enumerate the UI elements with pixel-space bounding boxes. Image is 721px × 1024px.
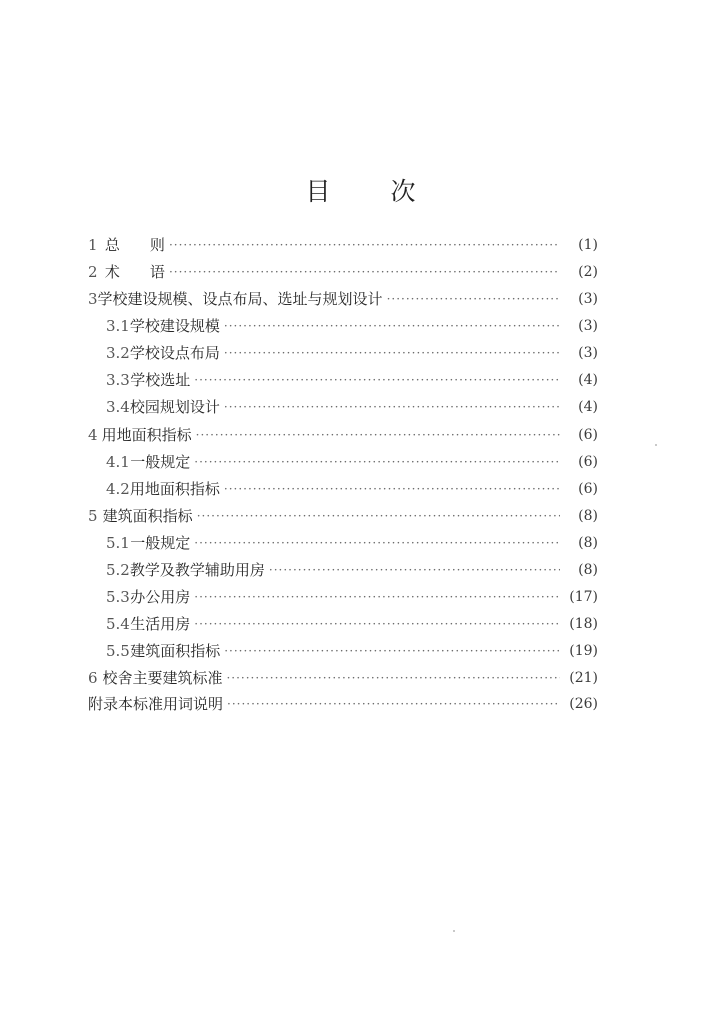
toc-leader-dots: [194, 450, 560, 474]
toc-entry-label: 生活用房: [130, 615, 191, 633]
toc-entry-label: 术 语: [104, 263, 165, 281]
toc-entry-number: 6: [88, 669, 98, 687]
toc-entry-number: 2: [88, 263, 98, 281]
toc-entry-label: 学校建设规模、设点布局、选址与规划设计: [97, 290, 383, 308]
toc-leader-dots: [227, 692, 560, 716]
toc-entry: [88, 423, 598, 447]
toc-entry: [106, 368, 598, 392]
toc-leader-dots: [197, 504, 560, 528]
toc-entry-label: 学校设点布局: [129, 344, 220, 362]
toc-leader-dots: [224, 314, 560, 338]
toc-entry-label: 校园规划设计: [129, 398, 220, 416]
toc-entry-page: (3): [578, 291, 598, 307]
toc-entry-number: 5.2: [106, 561, 130, 579]
toc-entry: [106, 477, 598, 501]
toc-entry-label: 用地面积指标: [129, 480, 220, 498]
scan-speck: [655, 444, 657, 446]
toc-entry-number: 3.2: [106, 344, 130, 362]
toc-leader-dots: [224, 395, 560, 419]
toc-entry: [88, 504, 598, 528]
toc-entry-page: (19): [569, 643, 598, 659]
toc-leader-dots: [224, 477, 560, 501]
toc-entry-label: 建筑面积指标: [130, 642, 221, 660]
toc-entry-number: 5.4: [106, 615, 130, 633]
toc-leader-dots: [194, 585, 560, 609]
page-title: 目 次: [305, 177, 442, 206]
toc-entry-label: 教学及教学辅助用房: [129, 561, 265, 579]
toc-entry-label: 建筑面积指标: [102, 507, 193, 525]
toc-entry-number: 3.3: [106, 371, 130, 389]
toc-entry: [88, 233, 598, 257]
toc-entry-label: 学校选址: [130, 371, 191, 389]
toc-leader-dots: [387, 287, 560, 311]
toc-entry-number: 4: [88, 426, 98, 444]
scan-speck: [453, 930, 455, 932]
toc-entry-page: (1): [578, 237, 598, 253]
toc-entry-number: 5.1: [106, 534, 130, 552]
toc-entry-number: 4.2: [106, 480, 130, 498]
toc-entry-page: (21): [569, 670, 598, 686]
toc-entry-label: 一般规定: [130, 453, 191, 471]
toc-entry: [106, 341, 598, 365]
toc-entry-page: (6): [578, 481, 598, 497]
toc-leader-dots: [169, 233, 560, 257]
toc-entry-page: (3): [578, 318, 598, 334]
toc-entry-page: (6): [578, 427, 598, 443]
toc-leader-dots: [194, 531, 560, 555]
toc-leader-dots: [224, 639, 560, 663]
toc-entry: [106, 639, 598, 663]
toc-entry-label: 用地面积指标: [101, 426, 192, 444]
toc-leader-dots: [226, 666, 560, 690]
toc-entry-number: 5: [88, 507, 98, 525]
toc-entry-label: 学校建设规模: [129, 317, 220, 335]
toc-leader-dots: [269, 558, 560, 582]
toc-entry-page: (17): [569, 589, 598, 605]
toc-entry-page: (8): [578, 508, 598, 524]
toc-entry-page: (8): [578, 562, 598, 578]
toc-entry: [88, 692, 598, 716]
toc-entry-number: 3.4: [106, 398, 130, 416]
toc-leader-dots: [194, 612, 560, 636]
toc-entry-number: 5.3: [106, 588, 130, 606]
toc-entry-number: 3.1: [106, 317, 130, 335]
toc-entry: [106, 585, 598, 609]
toc-entry-page: (18): [569, 616, 598, 632]
toc-leader-dots: [224, 341, 560, 365]
toc-leader-dots: [194, 368, 560, 392]
toc-entry-page: (3): [578, 345, 598, 361]
toc-entry-page: (2): [578, 264, 598, 280]
toc-entry: [106, 395, 598, 419]
toc-entry-label: 本标准用词说明: [118, 695, 224, 713]
toc-entry: [88, 287, 598, 311]
toc-entry-number: 3: [88, 290, 98, 308]
toc-leader-dots: [196, 423, 560, 447]
toc-entry: [106, 558, 598, 582]
toc-entry-page: (4): [578, 399, 598, 415]
toc-entry: [106, 531, 598, 555]
toc-entry-label: 一般规定: [130, 534, 191, 552]
toc-entry: [106, 314, 598, 338]
toc-entry-page: (6): [578, 454, 598, 470]
toc-entry-number: 4.1: [106, 453, 130, 471]
toc-entry-number: 附录: [88, 695, 119, 713]
toc-entry-page: (8): [578, 535, 598, 551]
toc-entry-label: 办公用房: [130, 588, 191, 606]
toc-entry-label: 总 则: [104, 236, 165, 254]
toc-entry-label: 校舍主要建筑标准: [102, 669, 223, 687]
toc-leader-dots: [169, 260, 560, 284]
toc-entry: [106, 450, 598, 474]
toc-entry: [106, 612, 598, 636]
toc-entry-number: 1: [88, 236, 98, 254]
toc-entry-page: (26): [569, 696, 598, 712]
toc-entry: [88, 260, 598, 284]
toc-entry-number: 5.5: [106, 642, 130, 660]
toc-entry-page: (4): [578, 372, 598, 388]
toc-entry: [88, 666, 598, 690]
